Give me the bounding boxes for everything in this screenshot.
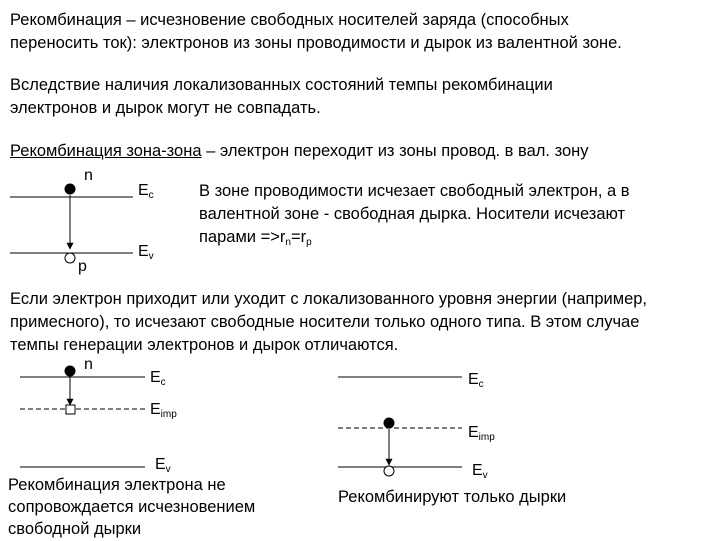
right-diagram xyxy=(338,377,462,476)
right-caption: Рекомбинируют только дырки xyxy=(338,488,567,506)
left-eimp-label: $E_{imp}$ xyxy=(150,401,177,420)
localized-line-1: Если электрон приходит или уходит с локализованного уровня энергии (например, xyxy=(10,290,648,308)
band-desc-line-2: валентной зоне - свободная дырка. Носители исчезают xyxy=(199,205,626,223)
intro-line-1: Рекомбинация – исчезновение свободных носителей заряда (способных xyxy=(10,11,569,29)
right-ev-label: $E_v$ xyxy=(472,462,488,481)
band-ev-label: $E_v$ xyxy=(138,243,154,262)
right-hole-circle xyxy=(384,466,394,476)
left-impurity-state xyxy=(66,405,75,414)
intro-line-2: переносить ток): электронов из зоны проводимости и дырок из валентной зоне. xyxy=(10,34,622,52)
right-electron-dot xyxy=(384,418,395,429)
note-line-2: электронов и дырок могут не совпадать. xyxy=(10,99,321,117)
note-line-1: Вследствие наличия локализованных состояний темпы рекомбинации xyxy=(10,76,553,94)
left-electron-dot xyxy=(65,366,76,377)
band-desc-line-3: парами $=>r_n=r_p$ xyxy=(199,228,312,248)
band-hole-label: p xyxy=(78,258,87,275)
localized-line-2: примесного), то исчезают свободные носители только одного типа. В этом случае xyxy=(10,313,640,331)
band-electron-label: n xyxy=(84,167,93,184)
band-electron-dot xyxy=(65,184,76,195)
right-ec-label: $E_c$ xyxy=(468,371,484,390)
band-hole-circle xyxy=(65,253,75,263)
band-ec-label: $E_c$ xyxy=(138,182,154,201)
left-caption-line-3: свободной дырки xyxy=(8,520,142,538)
band-desc-line-1: В зоне проводимости исчезает свободный электрон, а в xyxy=(199,182,630,200)
left-caption-line-1: Рекомбинация электрона не xyxy=(8,476,226,494)
left-caption-line-2: сопровождается исчезновением xyxy=(8,498,256,516)
right-eimp-label: $E_{imp}$ xyxy=(468,424,495,443)
band-to-band-heading-rest: – электрон переходит из зоны провод. в вал. зону xyxy=(201,142,589,160)
left-diagram xyxy=(20,366,145,468)
band-to-band-term: Рекомбинация зона-зона xyxy=(10,142,202,160)
band-to-band-diagram xyxy=(10,184,133,264)
left-electron-label: n xyxy=(84,356,93,373)
localized-line-3: темпы генерации электронов и дырок отличаются. xyxy=(10,336,399,354)
left-ec-label: $E_c$ xyxy=(150,369,166,388)
left-ev-label: $E_v$ xyxy=(155,456,171,475)
